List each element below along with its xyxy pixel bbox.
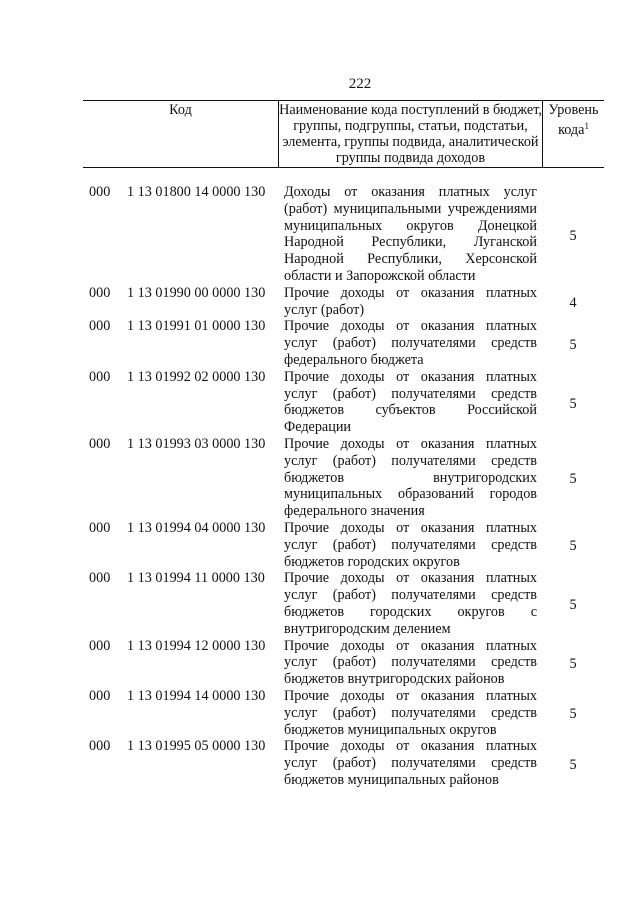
revenue-code: 1 13 01994 14 0000 130 [127, 687, 266, 704]
table-row [0, 570, 640, 637]
table-row [0, 285, 640, 319]
table-row [0, 436, 640, 520]
admin-code: 000 [89, 284, 111, 301]
header-level [543, 102, 604, 138]
code-level: 5 [569, 706, 577, 723]
admin-code: 000 [89, 637, 111, 654]
revenue-name: Прочие доходы от оказания платных услуг (работ) получателями средств бюджетов внутригородских муниципальных образований городов федерального значения [284, 435, 537, 520]
revenue-name: Прочие доходы от оказания платных услуг (работ) получателями средств бюджетов муниципальных районов [284, 738, 537, 788]
table-header [83, 100, 604, 168]
revenue-code: 1 13 01994 12 0000 130 [127, 637, 266, 654]
code-level: 5 [569, 538, 577, 555]
code-level: 5 [569, 395, 577, 412]
code-level: 5 [569, 336, 577, 353]
code-level: 5 [569, 756, 577, 773]
admin-code: 000 [89, 318, 111, 335]
revenue-code: 1 13 01994 04 0000 130 [127, 519, 266, 536]
revenue-code: 1 13 01994 11 0000 130 [127, 570, 265, 587]
revenue-code: 1 13 01993 03 0000 130 [127, 435, 266, 452]
revenue-name: Доходы от оказания платных услуг (работ) муниципальными учреждениями муниципальных округов Донецкой Народной Республики, Луганской Народной Республики, Херсонской области и Запорожской области [284, 184, 537, 284]
revenue-name: Прочие доходы от оказания платных услуг (работ) получателями средств бюджетов муниципальных округов [284, 687, 537, 738]
admin-code: 000 [89, 570, 111, 587]
table-row [0, 369, 640, 436]
code-level: 5 [569, 471, 577, 488]
code-level: 4 [569, 295, 577, 312]
revenue-code: 1 13 01995 05 0000 130 [127, 738, 266, 755]
revenue-name: Прочие доходы от оказания платных услуг (работ) получателями средств федерального бюджета [284, 318, 537, 368]
admin-code: 000 [89, 687, 111, 704]
revenue-name: Прочие доходы от оказания платных услуг (работ) получателями средств бюджетов городских округов с внутригородским делением [284, 570, 537, 637]
code-level: 5 [569, 228, 577, 244]
code-level: 5 [569, 656, 577, 673]
admin-code: 000 [89, 519, 111, 536]
table-body [0, 184, 640, 789]
table-row [0, 638, 640, 688]
header-level-footnote: 1 [584, 121, 589, 131]
revenue-code: 1 13 01991 01 0000 130 [127, 318, 266, 335]
revenue-code: 1 13 01990 00 0000 130 [127, 284, 266, 301]
admin-code: 000 [89, 368, 111, 385]
table-row [0, 688, 640, 738]
header-level-text: Уровень кода [548, 102, 599, 138]
admin-code: 000 [89, 738, 111, 755]
revenue-code: 1 13 01800 14 0000 130 [127, 184, 266, 200]
revenue-name: Прочие доходы от оказания платных услуг (работ) получателями средств бюджетов городских округов [284, 519, 537, 570]
page-number: 222 [348, 76, 372, 92]
revenue-name: Прочие доходы от оказания платных услуг (работ) получателями средств бюджетов субъектов Российской Федерации [284, 368, 537, 436]
table-row [0, 184, 640, 285]
table-row [0, 738, 640, 788]
code-level: 5 [569, 597, 577, 614]
revenue-code: 1 13 01992 02 0000 130 [127, 368, 266, 385]
admin-code: 000 [89, 435, 111, 452]
table-row [0, 318, 640, 368]
header-code: Код [169, 102, 192, 118]
header-name: Наименование кода поступлений в бюджет, группы, подгруппы, статьи, подстатьи, элемента, группы подвида, аналитической группы подвида доходов [279, 102, 542, 166]
revenue-name: Прочие доходы от оказания платных услуг (работ) [284, 284, 537, 318]
revenue-name: Прочие доходы от оказания платных услуг (работ) получателями средств бюджетов внутригородских районов [284, 637, 537, 688]
admin-code: 000 [89, 184, 111, 200]
table-row [0, 520, 640, 570]
